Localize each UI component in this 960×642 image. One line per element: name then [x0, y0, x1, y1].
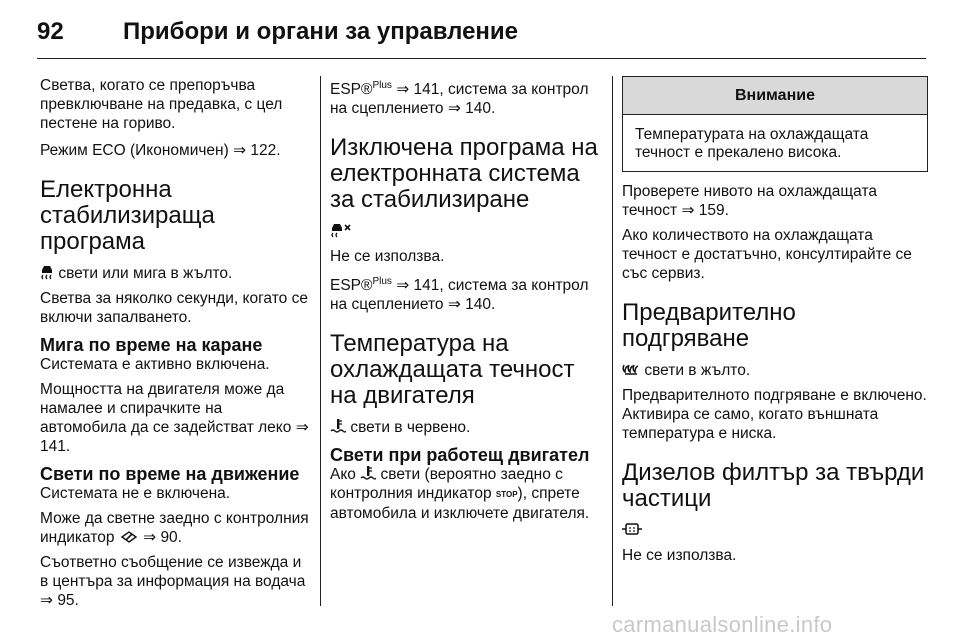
superscript: Plus: [372, 276, 392, 288]
page-ref: 90.: [160, 529, 182, 546]
paragraph: [330, 76, 605, 118]
paragraph: [40, 141, 310, 160]
section-heading: Изключена програма на електронната система за стабилизиране: [330, 134, 598, 214]
page-ref-icon: ⇒: [143, 529, 157, 546]
text: свети (вероятно заедно с контролния индикатор: [330, 466, 563, 503]
text: свети или мига в жълто.: [58, 265, 233, 282]
stop-indicator-icon: STOP: [495, 490, 518, 500]
text: Съответно съобщение се извежда и в центъра за информация на водача: [40, 554, 306, 590]
paragraph: [330, 418, 605, 437]
wrench-warning-icon: [119, 530, 139, 544]
sub-heading: Мига по време на каране: [40, 335, 263, 355]
column-divider: [612, 76, 613, 606]
text: 141, система за контрол на сцеплението: [330, 81, 589, 118]
paragraph: [40, 264, 310, 283]
paragraph: Светва, когато се препоръчва превключване на предавка, с цел пестене на гориво.: [40, 77, 283, 132]
paragraph: Системата не е включена.: [40, 485, 231, 502]
sub-heading: Свети при работещ двигател: [330, 445, 590, 466]
paragraph: [622, 521, 928, 540]
column-1: [40, 76, 310, 618]
page-ref: 95.: [57, 592, 79, 609]
page-number: 92: [37, 18, 64, 45]
column-3: [622, 76, 928, 573]
paragraph: Не се използва.: [330, 248, 445, 266]
column-divider: [320, 76, 321, 606]
paragraph: [40, 380, 310, 456]
coolant-temperature-icon: [330, 418, 346, 434]
warning-box: [622, 76, 928, 172]
page-ref: 140.: [465, 100, 496, 118]
text: свети в червено.: [350, 419, 471, 437]
page-ref-icon: ⇒: [233, 142, 247, 159]
sub-heading: Свети по време на движение: [40, 464, 300, 484]
esc-off-icon: [330, 222, 352, 238]
page-header: [37, 12, 927, 52]
paragraph: Не се използва.: [622, 547, 737, 564]
particulate-filter-icon: [622, 521, 642, 537]
section-heading: Предварително подгряване: [622, 299, 796, 352]
column-2: [330, 76, 605, 531]
paragraph: Ако количеството на охлаждащата течност е достатъчно, консултирайте се със сервиз.: [622, 227, 912, 282]
section-heading: Дизелов филтър за твърди частици: [622, 459, 925, 512]
watermark: carmanualsonline.info: [612, 612, 833, 637]
paragraph: [40, 553, 310, 610]
paragraph: Системата е активно включена.: [40, 356, 270, 373]
paragraph: [622, 182, 928, 220]
text: 141, система за контрол на сцеплението: [330, 277, 589, 314]
text: Може да светне заедно с контролния индикатор: [40, 510, 309, 546]
esc-car-skid-icon: [40, 264, 54, 280]
coolant-temperature-icon: [360, 465, 376, 481]
superscript: Plus: [372, 80, 392, 91]
text: ESP®: [330, 277, 373, 295]
paragraph: [330, 465, 605, 523]
paragraph: [330, 222, 605, 241]
text: Мощността на двигателя може да намалее и спирачките на автомобила да се задействат леко: [40, 381, 292, 436]
header-rule: [37, 58, 926, 59]
text: ESP®: [330, 81, 373, 99]
page-title: Прибори и органи за управление: [123, 18, 519, 45]
page-ref-icon: ⇒: [295, 419, 309, 436]
text: ), спрете автомобила и изключете двигателя.: [330, 485, 590, 523]
glow-plug-icon: [622, 363, 640, 377]
page-ref-icon: ⇒: [396, 81, 410, 99]
page-ref-icon: ⇒: [447, 296, 461, 314]
paragraph: Светва за няколко секунди, когато се включи запалването.: [40, 290, 308, 326]
warning-title: Внимание: [623, 77, 927, 115]
section-heading: Температура на охлаждащата течност на двигателя: [330, 330, 575, 410]
page-ref: 141.: [40, 438, 71, 455]
paragraph: Предварителното подгряване е включено. Активира се само, когато външната температура е ниска.: [622, 387, 927, 442]
page-ref-icon: ⇒: [681, 202, 695, 219]
section-heading: Електронна стабилизираща програма: [40, 176, 215, 255]
text: свети в жълто.: [644, 362, 751, 379]
page-ref-icon: ⇒: [396, 277, 410, 295]
page-ref-icon: ⇒: [40, 592, 53, 609]
page-ref: 159.: [698, 202, 729, 219]
page-ref-icon: ⇒: [447, 100, 461, 118]
text: Ако: [330, 466, 356, 484]
paragraph: [330, 272, 605, 314]
paragraph: [40, 509, 310, 547]
paragraph: [622, 361, 928, 380]
warning-text: Температурата на охлаждащата течност е прекалено висока.: [635, 126, 869, 161]
text: Режим ECO (Икономичен): [40, 142, 229, 159]
text: Проверете нивото на охлаждащата течност: [622, 183, 878, 219]
page-ref: 140.: [465, 296, 496, 314]
page-ref: 122.: [250, 142, 281, 159]
